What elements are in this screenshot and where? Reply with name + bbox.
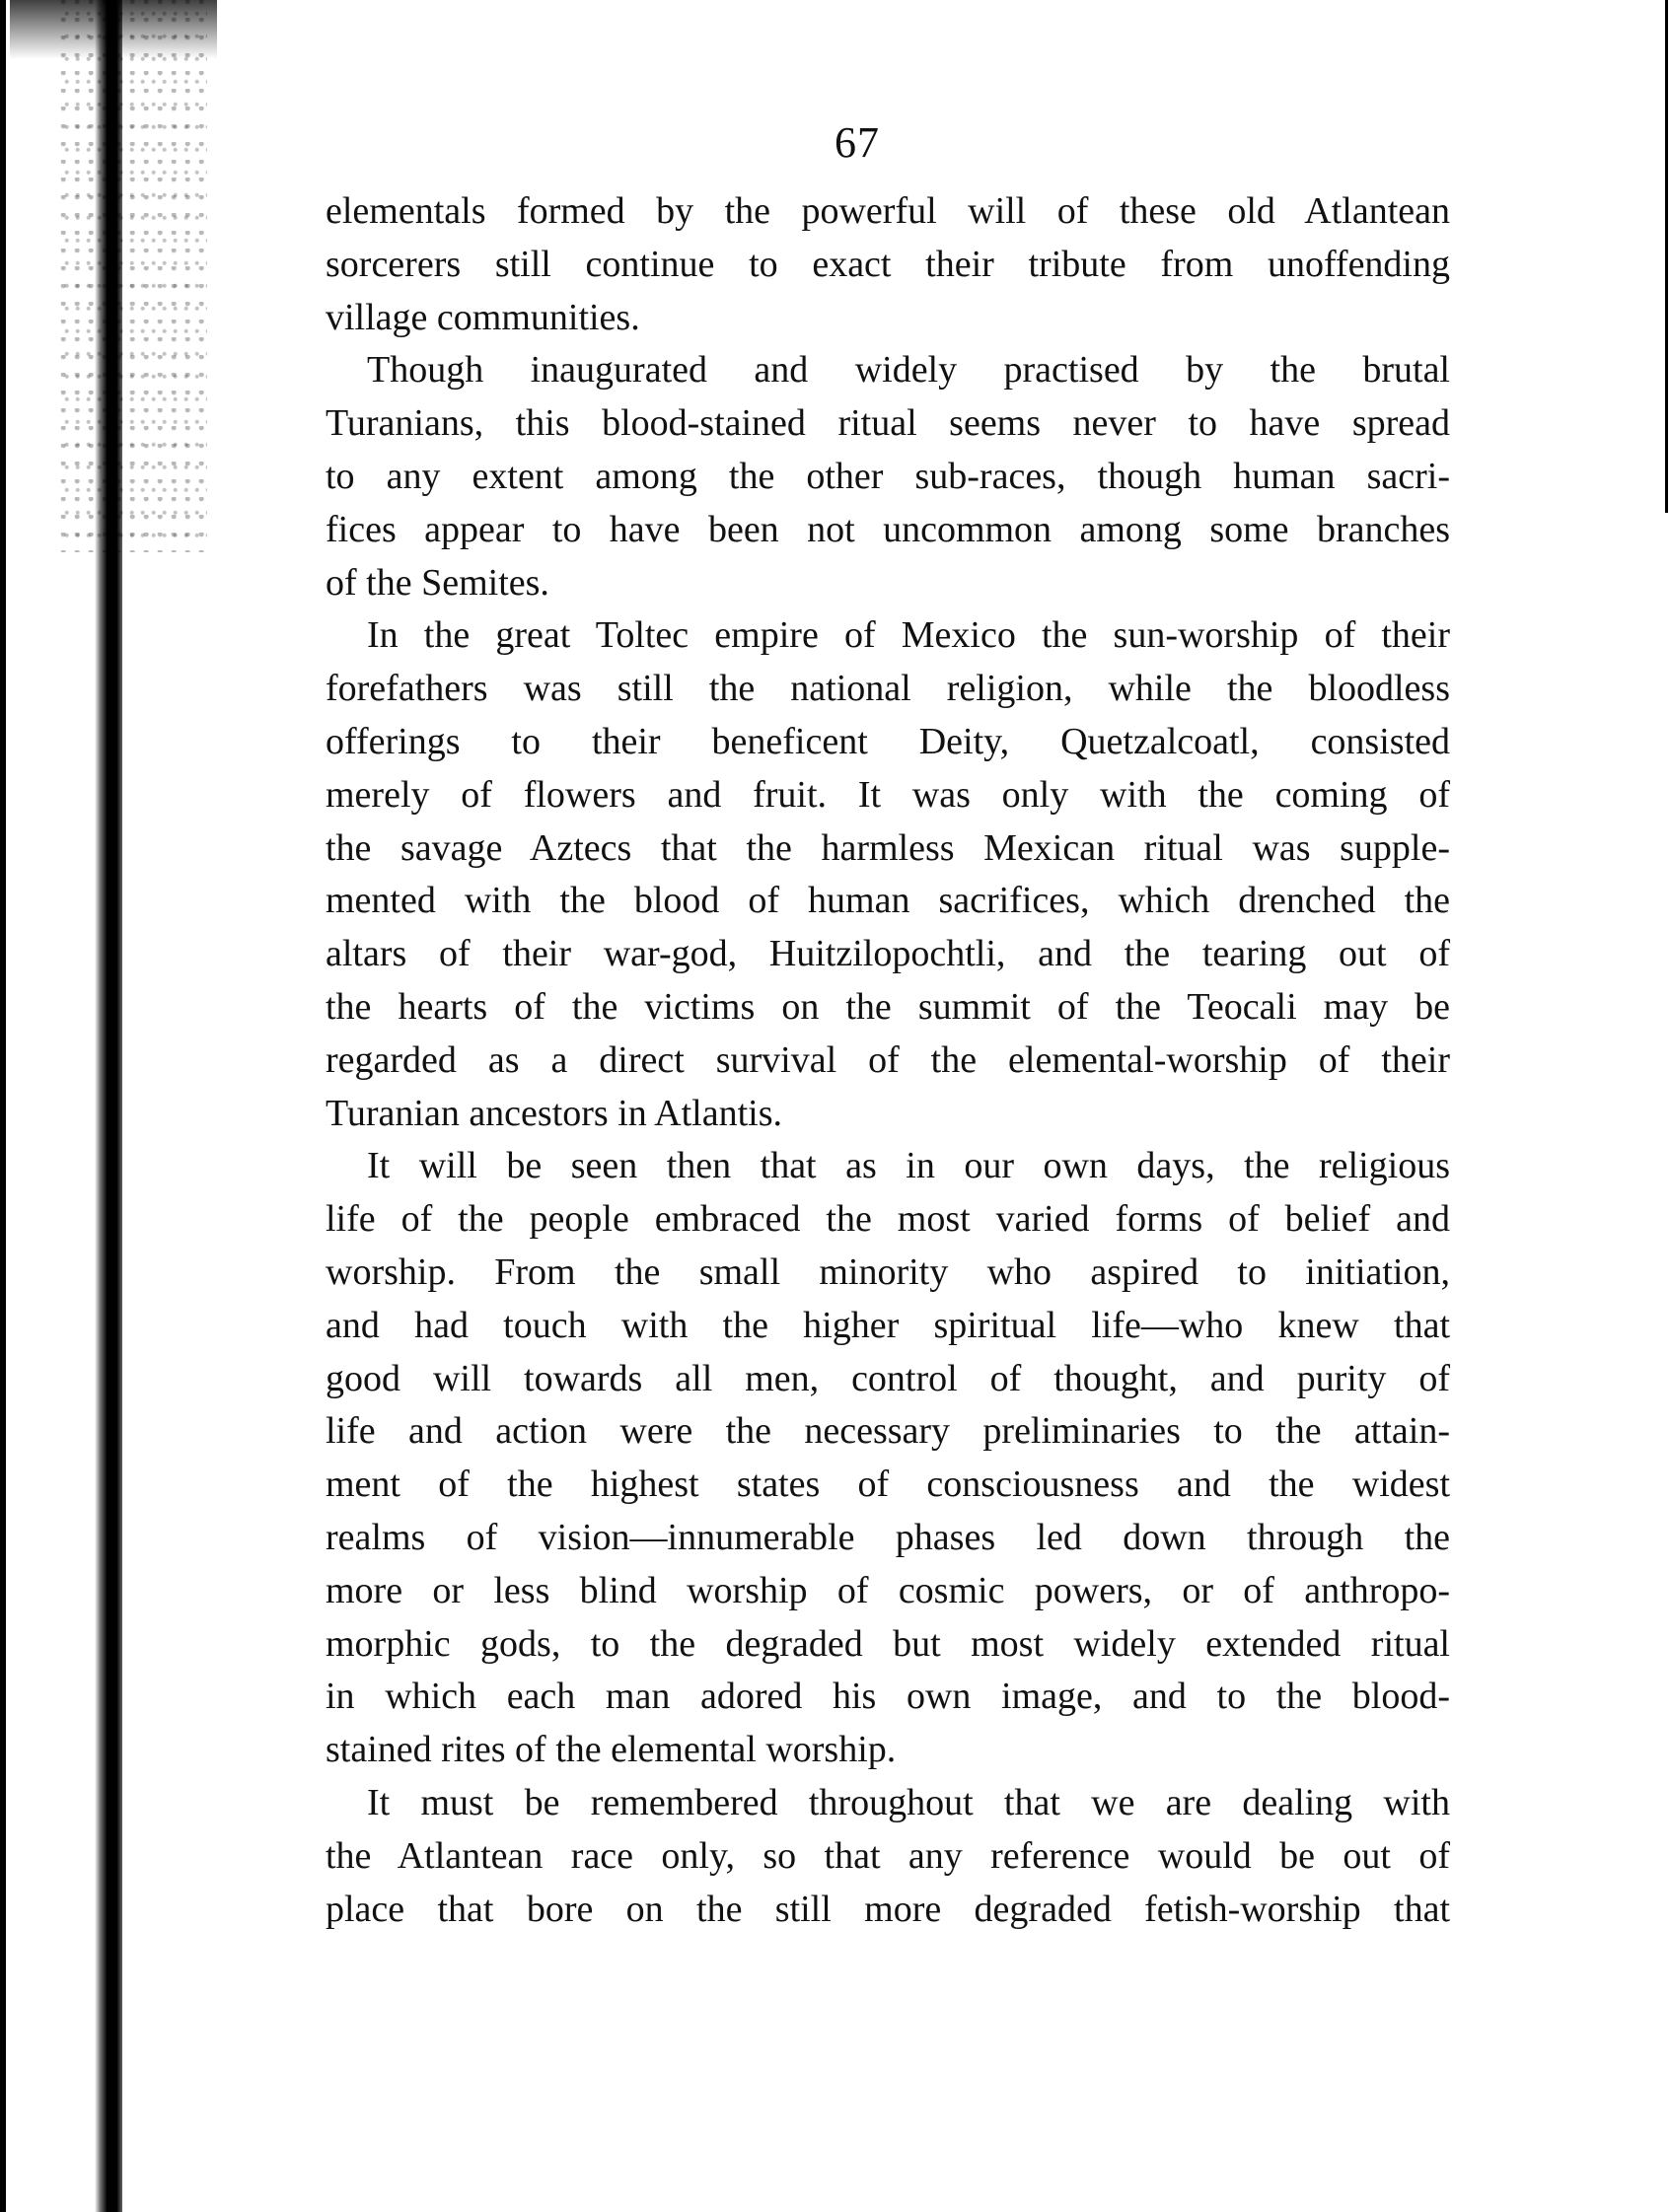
text-line: fices appear to have been not uncommon among some branches	[326, 508, 1450, 550]
scan-binding-speckle	[59, 0, 207, 552]
text-line: good will towards all men, control of thought, and purity of	[326, 1357, 1450, 1399]
text-line: mented with the blood of human sacrifices, which drenched the	[326, 880, 1450, 922]
text-line: altars of their war-god, Huitzilopochtli, and the tearing out of	[326, 933, 1450, 975]
scan-binding-shadow	[95, 0, 122, 2212]
text-line: place that bore on the still more degraded fetish-worship that	[326, 1888, 1450, 1930]
text-line: life and action were the necessary preliminaries to the attain-	[326, 1410, 1450, 1453]
text-line: in which each man adored his own image, and to the blood-	[326, 1676, 1450, 1718]
text-line: and had touch with the higher spiritual life—who knew that	[326, 1304, 1450, 1346]
text-line: the Atlantean race only, so that any reference would be out of	[326, 1834, 1450, 1877]
text-line: In the great Toltec empire of Mexico the sun-worship of their	[367, 614, 1450, 657]
text-line: offerings to their beneficent Deity, Quetzalcoatl, consisted	[326, 720, 1450, 762]
text-line: Though inaugurated and widely practised by the brutal	[367, 349, 1450, 392]
text-line: stained rites of the elemental worship.	[326, 1729, 897, 1771]
paragraph-5	[326, 1777, 1450, 1936]
body-text	[326, 185, 1450, 1936]
text-line: Turanians, this blood-stained ritual seems never to have spread	[326, 402, 1450, 445]
paragraph-1	[326, 185, 1450, 344]
text-line: village communities.	[326, 296, 640, 338]
text-line: the hearts of the victims on the summit of the Teocali may be	[326, 985, 1450, 1028]
text-line: life of the people embraced the most varied forms of belief and	[326, 1198, 1450, 1241]
scan-right-edge-line	[1665, 0, 1668, 513]
text-line: ment of the highest states of consciousness and the widest	[326, 1463, 1450, 1506]
text-line: more or less blind worship of cosmic powers, or of anthropo-	[326, 1569, 1450, 1611]
text-line: realms of vision—innumerable phases led down through the	[326, 1516, 1450, 1558]
text-line: morphic gods, to the degraded but most widely extended ritual	[326, 1622, 1450, 1665]
text-line: Turanian ancestors in Atlantis.	[326, 1092, 782, 1134]
paragraph-3	[326, 609, 1450, 1140]
text-line: regarded as a direct survival of the elemental-worship of their	[326, 1038, 1450, 1081]
scan-left-edge	[0, 0, 6, 2212]
text-line: elementals formed by the powerful will of these old Atlantean	[326, 190, 1450, 232]
paragraph-4	[326, 1140, 1450, 1777]
page-number: 67	[835, 118, 880, 167]
text-line: It will be seen then that as in our own days, the religious	[367, 1145, 1450, 1187]
text-line: sorcerers still continue to exact their tribute from unoffending	[326, 243, 1450, 285]
text-line: to any extent among the other sub-races, though human sacri-	[326, 455, 1450, 497]
text-line: of the Semites.	[326, 561, 549, 604]
text-line: merely of flowers and fruit. It was only with the coming of	[326, 773, 1450, 816]
text-line: worship. From the small minority who aspired to initiation,	[326, 1250, 1450, 1293]
text-line: It must be remembered throughout that we are dealing with	[367, 1781, 1450, 1823]
paragraph-2	[326, 344, 1450, 609]
text-line: the savage Aztecs that the harmless Mexican ritual was supple-	[326, 826, 1450, 869]
text-line: forefathers was still the national religion, while the bloodless	[326, 668, 1450, 710]
